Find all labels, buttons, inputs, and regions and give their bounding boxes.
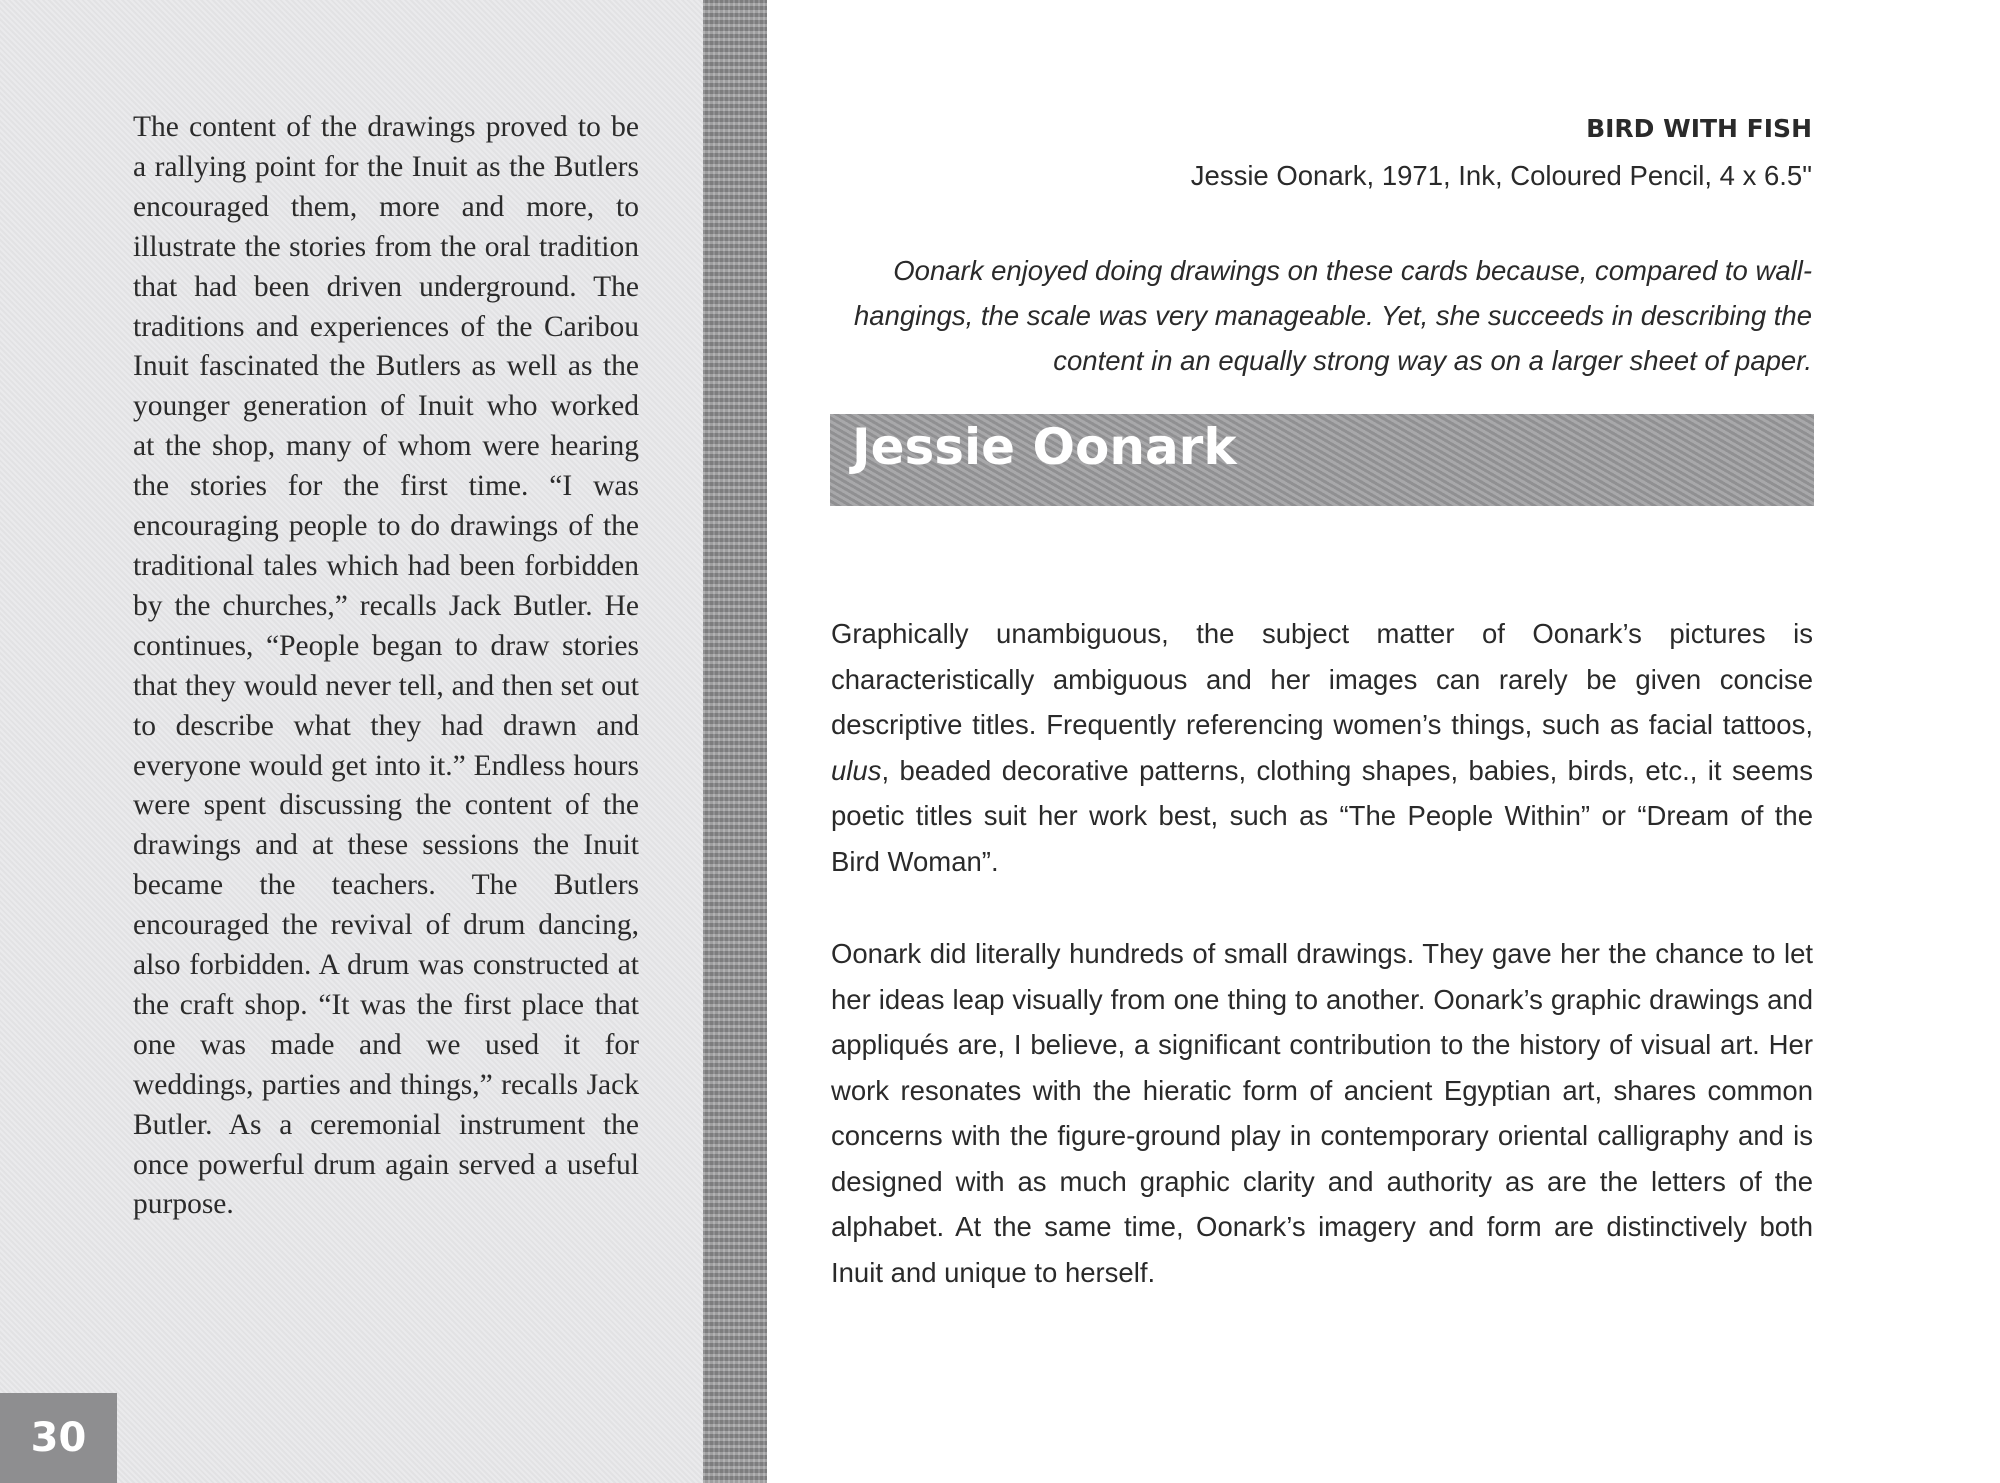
artwork-title: BIRD WITH FISH xyxy=(1586,114,1812,143)
paragraph-1-italic-term: ulus xyxy=(831,754,882,786)
body-paragraph-1 xyxy=(831,611,1813,884)
artwork-description: Oonark enjoyed doing drawings on these cards because, compared to wall-hangings, the scale was very manageable. Yet, she succeeds in describing the content in an equally strong way as on a larger sheet of paper. xyxy=(853,255,1812,376)
left-page xyxy=(0,0,703,1483)
book-spine xyxy=(703,0,767,1483)
page-number-badge xyxy=(0,1393,117,1483)
section-heading: Jessie Oonark xyxy=(852,418,1237,476)
artwork-details: Jessie Oonark, 1971, Ink, Coloured Pencil, 4 x 6.5" xyxy=(1190,160,1812,191)
left-page-paragraph: The content of the drawings proved to be a rallying point for the Inuit as the Butlers encouraged them, more and more, to illustrate the stories from the oral tradition that had been driven underground. The traditions and experiences of the Caribou Inuit fascinated the Butlers as well as the younger generation of Inuit who worked at the shop, many of whom were hearing the stories for the first time. “I was encouraging people to do drawings of the traditional tales which had been forbidden by the churches,” recalls Jack Butler. He continues, “People began to draw stories that they would never tell, and then set out to describe what they had drawn and everyone would get into it.” Endless hours were spent discussing the content of the drawings and at these sessions the Inuit became the teachers. The Butlers encouraged the revival of drum dancing, also forbidden. A drum was constructed at the craft shop. “It was the first place that one was made and we used it for weddings, parties and things,” recalls Jack Butler. As a ceremonial instrument the once powerful drum again served a useful purpose. xyxy=(133,111,639,1221)
paragraph-1-text-a: Graphically unambiguous, the subject matter of Oonark’s pictures is characteristically ambiguous and her images can rarely be given concise descriptive titles. Frequently referencing women’s things, such as facial tattoos, xyxy=(831,618,1813,740)
page-number: 30 xyxy=(30,1415,87,1461)
paragraph-1-text-b: , beaded decorative patterns, clothing shapes, babies, birds, etc., it seems poetic titles suit her work best, such as “The People Within” or “Dream of the Bird Woman”. xyxy=(831,754,1813,877)
body-paragraph-2: Oonark did literally hundreds of small drawings. They gave her the chance to let her ideas leap visually from one thing to another. Oonark’s graphic drawings and appliqués are, I believe, a significant contribution to the history of visual art. Her work resonates with the hieratic form of ancient Egyptian art, shares common concerns with the figure-ground play in contemporary oriental calligraphy and is designed with as much graphic clarity and authority as are the letters of the alphabet. At the same time, Oonark’s imagery and form are distinctively both Inuit and unique to herself. xyxy=(831,938,1813,1288)
section-heading-band xyxy=(830,414,1814,506)
